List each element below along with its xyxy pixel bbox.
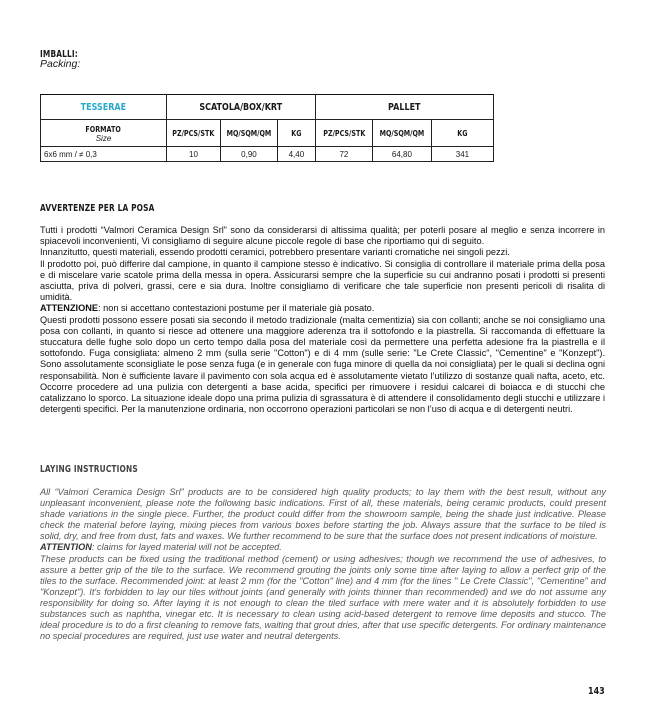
column-header: PZ/PCS/STK bbox=[167, 120, 221, 147]
packing-subtitle: Packing: bbox=[40, 58, 81, 70]
attention-line: ATTENZIONE: non si accettano contestazioni postume per il materiale già posato. bbox=[40, 303, 375, 314]
laying-title: LAYING INSTRUCTIONS bbox=[40, 464, 138, 475]
column-header: PZ/PCS/STK bbox=[315, 120, 372, 147]
table-row bbox=[41, 147, 494, 162]
table-cell: 10 bbox=[167, 147, 221, 162]
column-header: MQ/SQM/QM bbox=[372, 120, 431, 147]
paragraph: Innanzitutto, questi materiali, essendo prodotti ceramici, potrebbero presentare varianti cromatiche nei singoli pezzi. bbox=[40, 247, 510, 258]
table-column-header bbox=[41, 120, 494, 147]
format-cell: 6x6 mm / ≠ 0,3 bbox=[41, 147, 167, 162]
page-number: 143 bbox=[588, 686, 605, 697]
table-group-header bbox=[41, 95, 494, 120]
tesserae-header: TESSERAE bbox=[41, 95, 167, 120]
paragraph: These products can be fixed using the traditional method (cement) or using adhesives; though we recommend the use of adhesives, to assure a better grip of the tile to the surface. We recommend grouting the joints only some time after laying to allow a perfect grip of the tiles to the surface. Recommended joint: at least 2 mm (for the "Cotton" line) and 4 mm (for the lines " Le Crete Classic", "Cementine" and "Konzept"). It's forbidden to lay our tiles without joints (and generally with joints thinner than recommended) and we do not assume any responsibility for doing so. After laying it is not enough to clean the tiled surface with mere water and it is absolutely forbidden to use substances such as naphtha, vinegar etc. It is necessary to clean using acid-based detergent to remove lime deposits and stucco. The ideal procedure is to do a first cleaning to remove fats, waiting that grout dries, after that use specific detergents. For ordinary maintenance no special procedures are required, just use water and neutral detergents. bbox=[40, 553, 606, 642]
paragraph: All “Valmori Ceramica Design Srl” products are to be considered high quality products; to lay them with the best result, without any unpleasant inconvenient, please note the following basic indications. First of all, these materials, being ceramic products, could present shade variations in the single piece. Further, the product could differ from the showroom sample, being the shade just indicative. Please check the material before laying, mixing pieces from various boxes before starting the job. Always assure that the surface to be tiled is solid, dry, and free from dust, fats and waxes. We further recommend to be sure that the surface does not present indications of moisture. bbox=[40, 487, 606, 542]
column-header: MQ/SQM/QM bbox=[221, 120, 278, 147]
table-cell: 72 bbox=[315, 147, 372, 162]
warnings-body bbox=[40, 225, 605, 415]
format-header: FORMATO Size bbox=[41, 120, 167, 147]
warnings-title: AVVERTENZE PER LA POSA bbox=[40, 203, 155, 214]
box-header: SCATOLA/BOX/KRT bbox=[167, 95, 316, 120]
laying-body bbox=[40, 487, 606, 642]
column-header: KG bbox=[277, 120, 315, 147]
paragraph: Tutti i prodotti “Valmori Ceramica Design Srl” sono da considerarsi di altissima qualità; per poterli posare al meglio e senza incorrere in spiacevoli inconvenienti, Vi consigliamo di seguire alcune piccole regole di base che riportiamo qui di seguito. bbox=[40, 225, 605, 247]
paragraph: Questi prodotti possono essere posati sia secondo il metodo tradizionale (malta cementizia) sia con collanti; anche se noi consigliamo una posa con collanti, in quanto si riesce ad ottenere una maggiore aderenza tra il sottofondo e la piastrella. Si raccomanda di effettuare la stuccatura delle fughe solo dopo un certo tempo dalla posa del materiale così da permettere una perfetta adesione fra la piastrella e il sottofondo. Fuga consigliata: almeno 2 mm (sulla serie "Cotton") e di 4 mm (sulle serie: "Le Crete Classic", "Cementine" e "Konzept"). Sono assolutamente sconsigliate le pose senza fuga (e in generale con fuga minore di quella da noi consigliata) per le quali si declina ogni responsabilità. Non è sufficiente lavare il pavimento con sola acqua ed è assolutamente vietato l’utilizzo di sostanze quali nafta, aceto, etc. Occorre procedere ad una pulizia con detergenti a base acida, specifici per rimuovere i residui calcarei di boiacca e di stucchi che catalizzano lo sporco. La situazione ideale dopo una prima pulizia di sgrassatura è di attendere il consolidamento degli stucchi e utilizzare i detergenti specifici. Per la manutenzione ordinaria, non occorrono operazioni particolari se non l’uso di acqua e di detergenti neutri. bbox=[40, 314, 605, 415]
packing-table bbox=[40, 94, 494, 162]
paragraph: Il prodotto poi, può differire dal campione, in quanto il campione stesso è indicativo. Si consiglia di controllare il materiale prima della posa e di miscelare varie scatole prima della messa in opera. Assicurarsi sempre che la superficie su cui andranno posati i prodotti si presenti asciutta, priva di polveri, grassi, cere e sia dura. Inoltre consigliamo di verificare che tale superficie non presenti pericoli di risalita di umidità. bbox=[40, 258, 605, 303]
packing-title: IMBALLI: bbox=[40, 49, 78, 60]
table-cell: 4,40 bbox=[277, 147, 315, 162]
table-cell: 64,80 bbox=[372, 147, 431, 162]
table-cell: 341 bbox=[431, 147, 493, 162]
attention-line: ATTENTION: claims for layed material will not be accepted. bbox=[40, 542, 282, 553]
column-header: KG bbox=[431, 120, 493, 147]
pallet-header: PALLET bbox=[315, 95, 493, 120]
table-cell: 0,90 bbox=[221, 147, 278, 162]
